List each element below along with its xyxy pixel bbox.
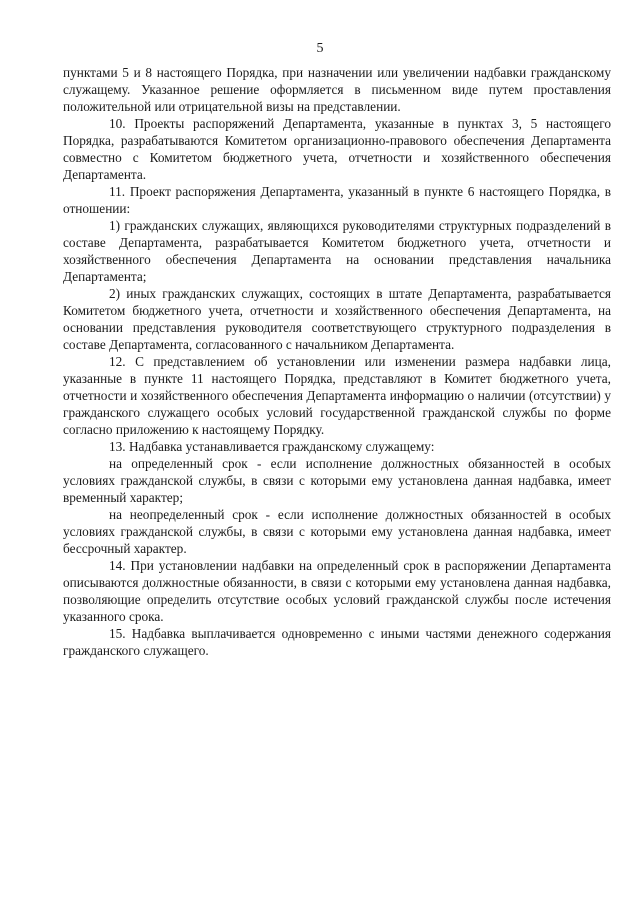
paragraph-10: 10. Проекты распоряжений Департамента, указанные в пунктах 3, 5 настоящего Порядка, разрабатываются Комитетом организационно-правового обеспечения Департамента совместно с Комитетом бюджетного учета, отчетности и хозяйственного обеспечения Департамента. xyxy=(63,116,611,182)
paragraph-11-item-2: 2) иных гражданских служащих, состоящих в штате Департамента, разрабатывается Комитетом бюджетного учета, отчетности и хозяйственного обеспечения Департамента, на основании представления руководителя соответствующего структурного подразделения в составе Департамента, согласованного с начальником Департамента. xyxy=(63,286,611,352)
paragraph-13: 13. Надбавка устанавливается гражданскому служащему: xyxy=(109,439,435,454)
paragraph-12: 12. С представлением об установлении или изменении размера надбавки лица, указанные в пункте 11 настоящего Порядка, представляют в Комитет бюджетного учета, отчетности и хозяйственного обеспечения Департамента информацию о наличии (отсутствии) у гражданского служащего особых условий государственной гражданской службы по форме согласно приложению к настоящему Порядку. xyxy=(63,354,611,437)
paragraph-13-fixed-term: на определенный срок - если исполнение должностных обязанностей в особых условиях гражданской службы, в связи с которыми ему установлена данная надбавка, имеет временный характер; xyxy=(63,456,611,505)
page-number: 5 xyxy=(316,41,324,56)
paragraph-11-item-1: 1) гражданских служащих, являющихся руководителями структурных подразделений в составе Департамента, разрабатывается Комитетом бюджетного учета, отчетности и хозяйственного обеспечения Департамента на основании представления начальника Департамента; xyxy=(63,218,611,284)
paragraph-15: 15. Надбавка выплачивается одновременно с иными частями денежного содержания гражданского служащего. xyxy=(63,626,611,658)
paragraph-14: 14. При установлении надбавки на определенный срок в распоряжении Департамента описываются должностные обязанности, в связи с которыми ему установлена данная надбавка, позволяющие определить отсутствие особых условий гражданской службы после истечения указанного срока. xyxy=(63,558,611,624)
document-body xyxy=(63,64,611,659)
paragraph-continuation: пунктами 5 и 8 настоящего Порядка, при назначении или увеличении надбавки гражданскому служащему. Указанное решение оформляется в письменном виде путем проставления положительной или отрицательной визы на представлении. xyxy=(63,65,611,114)
paragraph-11: 11. Проект распоряжения Департамента, указанный в пункте 6 настоящего Порядка, в отношении: xyxy=(63,184,611,216)
paragraph-13-indefinite-term: на неопределенный срок - если исполнение должностных обязанностей в особых условиях гражданской службы, в связи с которыми ему установлена данная надбавка, имеет бессрочный характер. xyxy=(63,507,611,556)
